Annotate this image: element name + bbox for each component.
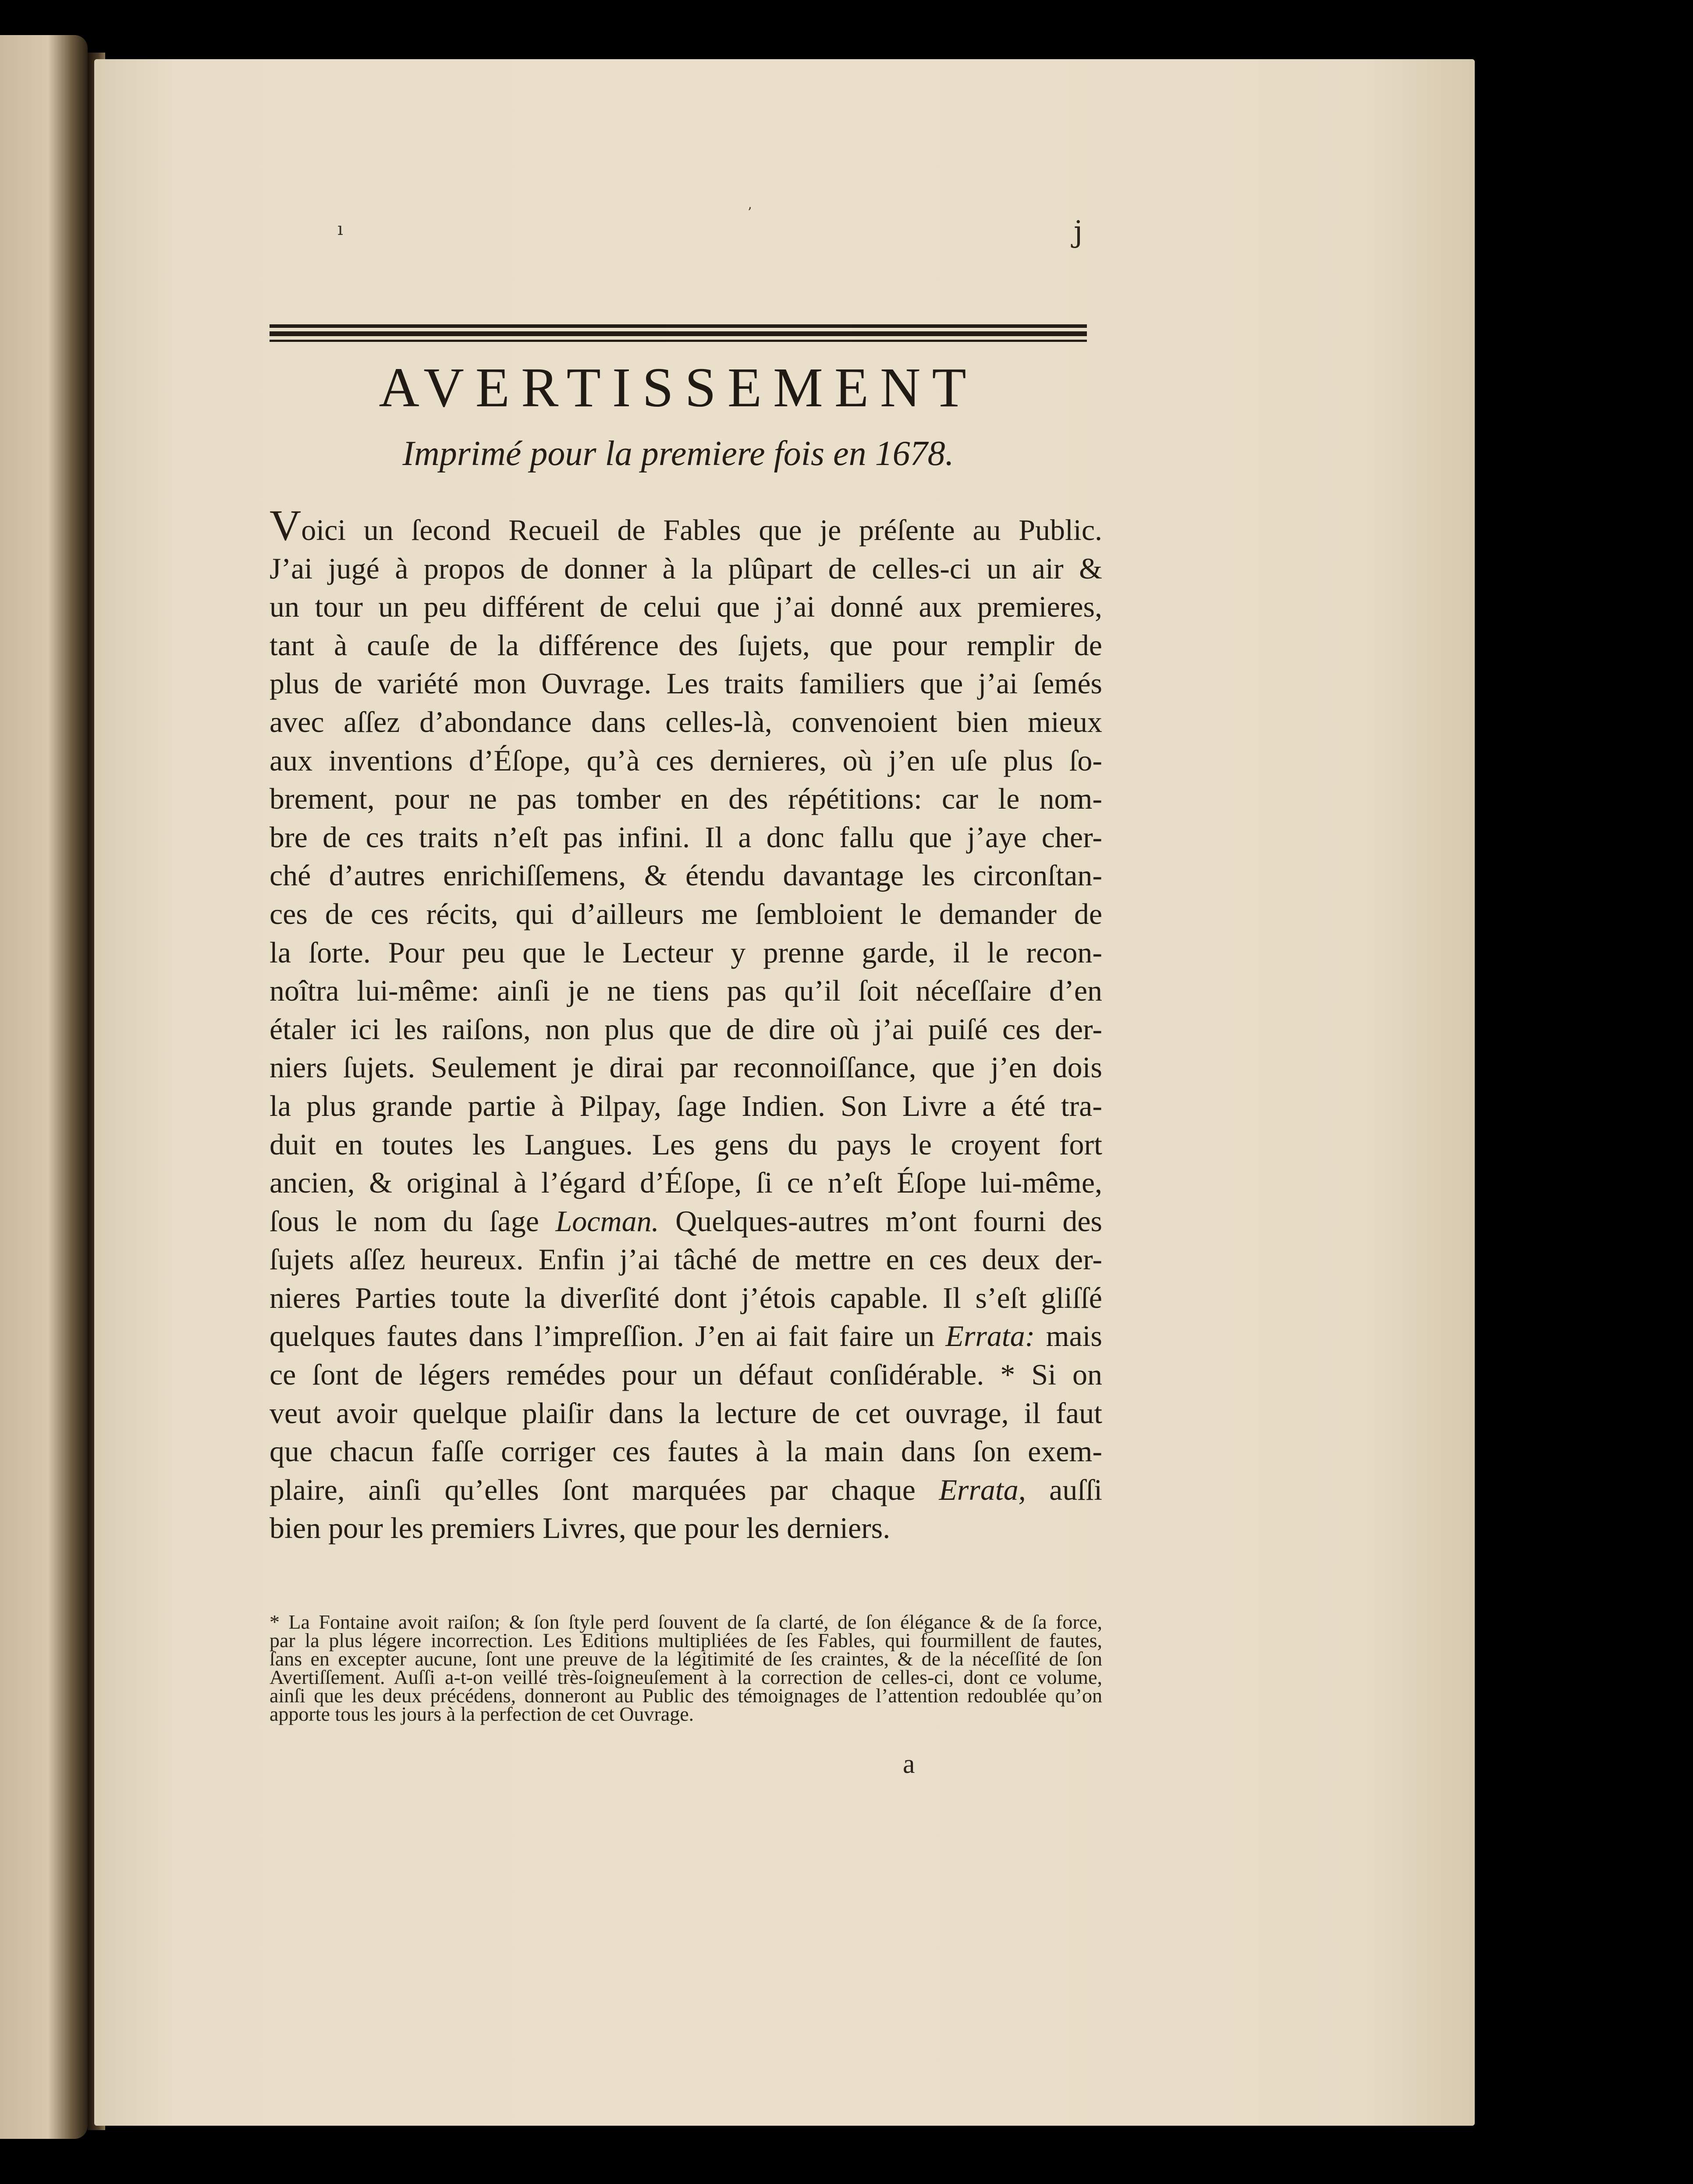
body-line: veut avoir quelque plaiſir dans la lecture de cet ouvrage, il faut: [270, 1396, 1102, 1430]
body-line: noîtra lui-même: ainſi je ne tiens pas qu’il ſoit néceſſaire d’en: [270, 974, 1102, 1008]
body-line: duit en toutes les Langues. Les gens du pays le croyent fort: [270, 1127, 1102, 1161]
body-line: que chacun faſſe corriger ces fautes à la main dans ſon exem-: [270, 1435, 1102, 1468]
footnote-line: apporte tous les jours à la perfection de cet Ouvrage.: [270, 1703, 694, 1725]
body-line: ſujets aſſez heureux. Enfin j’ai tâché de mettre en ces deux der-: [270, 1243, 1102, 1276]
signature-mark: a: [903, 1749, 915, 1779]
body-line: brement, pour ne pas tomber en des répétitions: car le nom-: [270, 782, 1102, 816]
body-line: ché d’autres enrichiſſemens, & étendu davantage les circonſtan-: [270, 859, 1102, 892]
body-line-text: plaire, ainſi qu’elles ſont marquées par chaque: [270, 1473, 939, 1506]
footnote: [270, 1613, 1102, 1723]
body-line: aux inventions d’Éſope, qu’à ces dernieres, où j’en uſe plus ſo-: [270, 743, 1102, 777]
body-line-text: Quelques-autres m’ont fourni des: [659, 1204, 1103, 1238]
header-rule: [270, 340, 1087, 342]
italic-errata: Errata,: [939, 1473, 1026, 1506]
body-line-text: ſous le nom du ſage: [270, 1204, 556, 1238]
body-line: niers ſujets. Seulement je dirai par reconnoiſſance, que j’en dois: [270, 1051, 1102, 1084]
body-line: [270, 501, 1102, 550]
stray-mark: ʼ: [747, 205, 752, 220]
footnote-line: ſans en excepter aucune, ſont une preuve de la légitimité de ſes craintes, & de la néceſſité de ſon: [270, 1648, 1102, 1670]
stray-mark: ı: [337, 219, 343, 239]
italic-errata: Errata:: [945, 1319, 1035, 1353]
header-rule: [270, 324, 1087, 328]
footnote-line: * La Fontaine avoit raiſon; & ſon ſtyle perd ſouvent de ſa clarté, de ſon élégance & de ſa force,: [270, 1611, 1102, 1633]
header-rule: [270, 331, 1087, 336]
footnote-line: ainſi que les deux précédens, donneront au Public des témoignages de l’attention redoublée qu’on: [270, 1684, 1102, 1707]
body-line: la plus grande partie à Pilpay, ſage Indien. Son Livre a été tra-: [270, 1089, 1102, 1122]
page-subtitle: Imprimé pour la premiere fois en 1678.: [402, 434, 954, 473]
body-line: ces de ces récits, qui d’ailleurs me ſembloient le demander de: [270, 897, 1102, 930]
body-line: [270, 1202, 1102, 1241]
footnote-line: par la plus légere incorrection. Les Editions multipliées de ſes Fables, qui fourmillent de fautes,: [270, 1629, 1102, 1651]
body-text: [270, 501, 1103, 1548]
body-line: [270, 1471, 1102, 1509]
body-line-text: quelques fautes dans l’impreſſion. J’en ai fait faire un: [270, 1319, 946, 1353]
body-line: [270, 1317, 1102, 1356]
body-line: étaler ici les raiſons, non plus que de dire où j’ai puiſé ces der-: [270, 1012, 1102, 1046]
body-line: ancien, & original à l’égard d’Éſope, ſi ce n’eſt Éſope lui-même,: [270, 1166, 1102, 1200]
body-line-text: auſſi: [1026, 1473, 1103, 1506]
left-page-edge: [0, 35, 88, 2139]
body-line: tant à cauſe de la différence des ſujets, que pour remplir de: [270, 628, 1102, 662]
body-line: la ſorte. Pour peu que le Lecteur y prenne garde, il le recon-: [270, 935, 1102, 969]
body-line: un tour un peu différent de celui que j’ai donné aux premieres,: [270, 590, 1102, 624]
body-line-text: mais: [1035, 1319, 1102, 1353]
body-line: ce ſont de légers remédes pour un défaut conſidérable. * Si on: [270, 1358, 1102, 1392]
page-title: AVERTISSEMENT: [379, 356, 978, 419]
italic-name: Locman.: [555, 1204, 659, 1238]
body-line-text: oici un ſecond Recueil de Fables que je préſente au Public.: [301, 513, 1102, 547]
drop-cap: V: [270, 501, 302, 550]
body-line: nieres Parties toute la diverſité dont j’étois capable. Il s’eſt gliſſé: [270, 1281, 1102, 1314]
page-number: j: [1074, 215, 1083, 249]
body-line: J’ai jugé à propos de donner à la plûpart de celles-ci un air &: [270, 551, 1102, 585]
body-line: bre de ces traits n’eſt pas infini. Il a donc fallu que j’aye cher-: [270, 820, 1102, 854]
body-line: plus de variété mon Ouvrage. Les traits familiers que j’ai ſemés: [270, 667, 1102, 700]
body-line: avec aſſez d’abondance dans celles-là, convenoient bien mieux: [270, 705, 1102, 739]
body-line: bien pour les premiers Livres, que pour les derniers.: [270, 1511, 891, 1545]
footnote-line: Avertiſſement. Auſſi a-t-on veillé très-ſoigneuſement à la correction de celles-ci, dont ce volume,: [270, 1666, 1102, 1688]
